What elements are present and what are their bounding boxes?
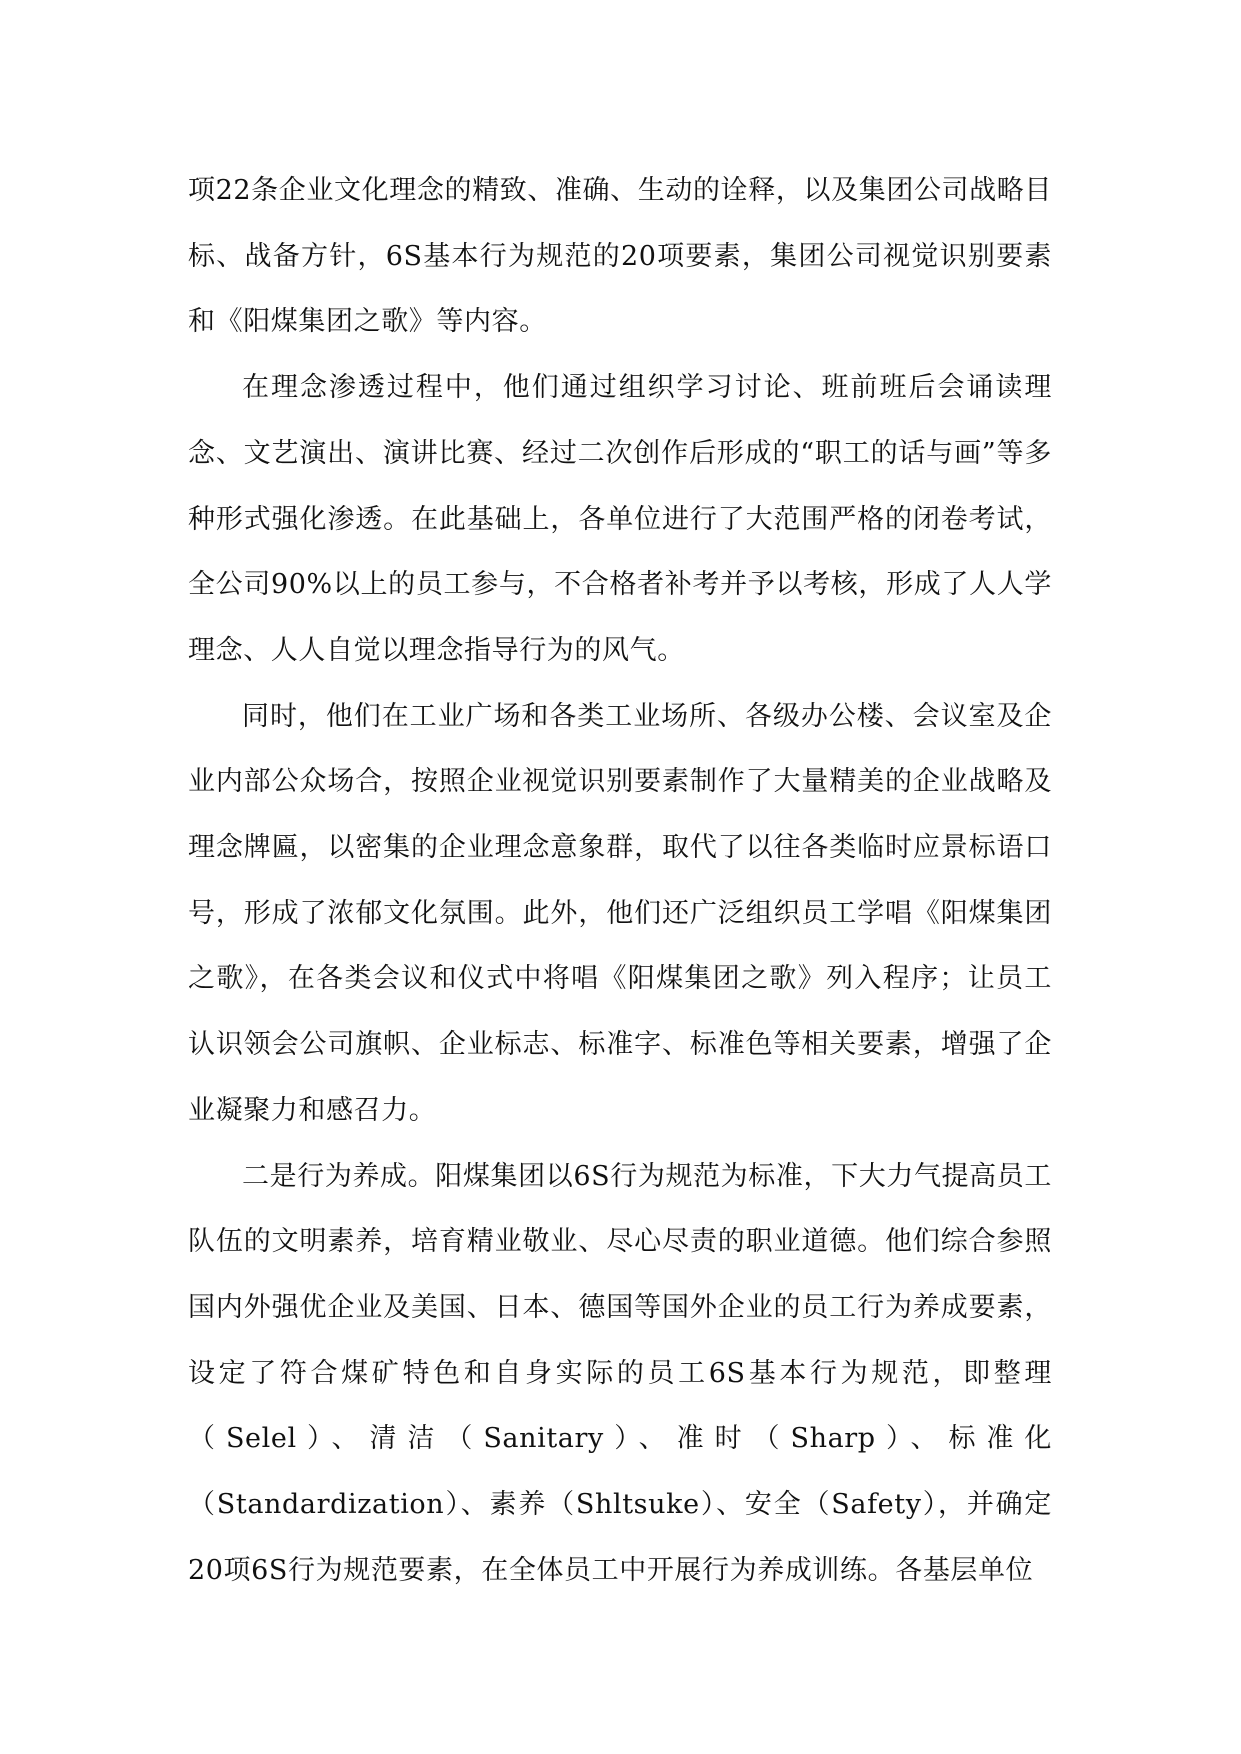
paragraph-1: 项22条企业文化理念的精致、准确、生动的诠释，以及集团公司战略目标、战备方针，6S基本行为规范的20项要素，集团公司视觉识别要素和《阳煤集团之歌》等内容。 xyxy=(188,175,1052,338)
paragraph-2: 在理念渗透过程中，他们通过组织学习讨论、班前班后会诵读理念、文艺演出、演讲比赛、经过二次创作后形成的“职工的话与画”等多种形式强化渗透。在此基础上，各单位进行了大范围严格的闭卷考试，全公司90%以上的员工参与，不合格者补考并予以考核，形成了人人学理念、人人自觉以理念指导行为的风气。 xyxy=(188,372,1052,666)
document-body xyxy=(188,158,1052,1603)
paragraph-4: 二是行为养成。阳煤集团以6S行为规范为标准，下大力气提高员工队伍的文明素养，培育精业敬业、尽心尽责的职业道德。他们综合参照国内外强优企业及美国、日本、德国等国外企业的员工行为养成要素，设定了符合煤矿特色和自身实际的员工6S基本行为规范，即整理（Selel）、清洁（Sanitary）、准时（Sharp）、标准化（Standardization）、素养（Shltsuke）、安全（Safety），并确定20项6S行为规范要素，在全体员工中开展行为养成训练。各基层单位 xyxy=(188,1160,1052,1586)
paragraph-3: 同时，他们在工业广场和各类工业场所、各级办公楼、会议室及企业内部公众场合，按照企业视觉识别要素制作了大量精美的企业战略及理念牌匾，以密集的企业理念意象群，取代了以往各类临时应景标语口号，形成了浓郁文化氛围。此外，他们还广泛组织员工学唱《阳煤集团之歌》，在各类会议和仪式中将唱《阳煤集团之歌》列入程序；让员工认识领会公司旗帜、企业标志、标准字、标准色等相关要素，增强了企业凝聚力和感召力。 xyxy=(188,700,1052,1126)
